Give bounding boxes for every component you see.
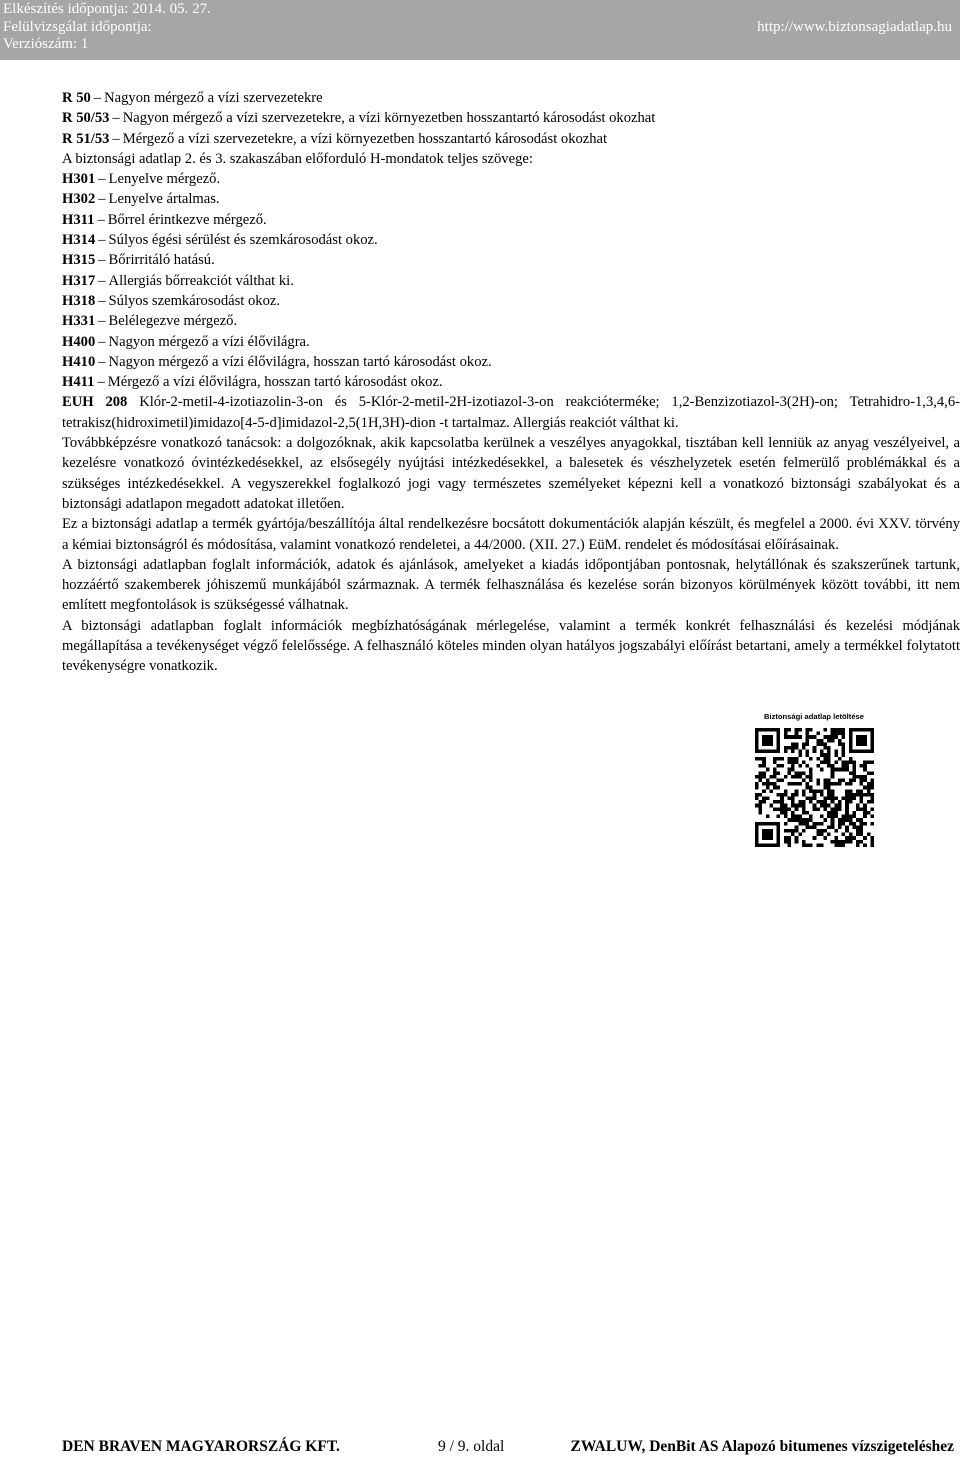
h-phrase-code: H301 bbox=[62, 171, 96, 188]
euh-text: Klór-2-metil-4-izotiazolin-3-on és 5-Klór-2-metil-2H-izotiazol-3-on reakcióterméke; 1,2-Benzizotiazol-3(2H)-on; Tetrahidro-1,3,4,6-tetrakisz(hidroximetil)imidazo[4-5-d]imidazol-2,5(1H,3H)-dion -t tartalmaz. Allergiás reakciót válthat ki. bbox=[62, 394, 960, 431]
h-phrase-text: Nagyon mérgező a vízi élővilágra, hosszan tartó károsodást okoz. bbox=[108, 353, 492, 370]
h-phrase-code: H314 bbox=[62, 232, 96, 249]
body-paragraph: A biztonsági adatlapban foglalt információk megbízhatóságának mérlegelése, valamint a termék konkrét felhasználási és kezelési módjának megállapítása a tevékenységet végző felelőssége. A felhasználó köteles minden olyan hatályos jogszabályi előírást betartani, amely a termékkel folytatott tevékenységre vonatkozik. bbox=[62, 617, 960, 675]
version-number: Verziószám: 1 bbox=[3, 36, 89, 52]
h-phrase-text: Súlyos szemkárosodást okoz. bbox=[108, 292, 281, 309]
euh-statement bbox=[62, 392, 960, 433]
dash-separator: – bbox=[98, 171, 106, 188]
h-phrase bbox=[62, 291, 960, 311]
page-header bbox=[0, 0, 960, 60]
h-phrase-text: Lenyelve mérgező. bbox=[108, 171, 221, 188]
r-phrase-code: R 50/53 bbox=[62, 110, 110, 127]
h-phrase-text: Mérgező a vízi élővilágra, hosszan tartó károsodást okoz. bbox=[107, 374, 443, 391]
h-phrase-code: H318 bbox=[62, 292, 96, 309]
h-phrase-text: Bőrrel érintkezve mérgező. bbox=[107, 211, 267, 228]
h-phrase-text: Belélegezve mérgező. bbox=[108, 313, 238, 330]
dash-separator: – bbox=[98, 252, 106, 269]
h-phrase bbox=[62, 189, 960, 209]
footer-company: DEN BRAVEN MAGYARORSZÁG KFT. bbox=[62, 1438, 340, 1455]
h-phrase-code: H302 bbox=[62, 191, 96, 208]
h-phrase bbox=[62, 169, 960, 189]
r-phrase bbox=[62, 129, 960, 149]
dash-separator: – bbox=[112, 110, 120, 127]
dash-separator: – bbox=[98, 313, 106, 330]
dash-separator: – bbox=[93, 90, 102, 106]
dash-separator: – bbox=[112, 130, 120, 147]
h-phrase-code: H315 bbox=[62, 252, 96, 269]
header-meta bbox=[3, 1, 211, 54]
dash-separator: – bbox=[97, 374, 105, 391]
h-phrase-text: Súlyos égési sérülést és szemkárosodást okoz. bbox=[108, 232, 378, 249]
h-phrase-text: Bőrirritáló hatású. bbox=[108, 252, 215, 269]
h-phrase bbox=[62, 372, 960, 392]
r-phrase-code: R 51/53 bbox=[62, 130, 110, 147]
body-paragraph: A biztonsági adatlapban foglalt információk, adatok és ajánlások, amelyeket a kiadás időpontjában pontosnak, helytállónak és szakszerűnek tartunk, hozzáértő szakemberek jóhiszemű munkájából származnak. A termék felhasználása és kezelése során bizonyos körülmények között további, itt nem említett megfontolások is szükségessé válhatnak. bbox=[62, 556, 960, 614]
h-phrase-list bbox=[62, 169, 960, 392]
dash-separator: – bbox=[98, 292, 106, 309]
h-phrase bbox=[62, 311, 960, 331]
h-phrase bbox=[62, 332, 960, 352]
dash-separator: – bbox=[98, 232, 106, 249]
qr-modules bbox=[755, 728, 874, 847]
dash-separator: – bbox=[98, 333, 106, 350]
h-phrase bbox=[62, 271, 960, 291]
qr-download-block[interactable] bbox=[752, 712, 876, 722]
body-paragraph: Továbbképzésre vonatkozó tanácsok: a dolgozóknak, akik kapcsolatba kerülnek a veszélyes anyagokkal, tisztában kell lenniük az anyag veszélyeivel, a kezelésre vonatkozó óvintézkedésekkel, az elsősegély nyújtási intézkedésekkel, a balesetek és vészhelyzetek esetén felmerülő problémákkal és a szükséges intézkedésekkel. A vegyszerekkel foglalkozó jogi vagy természetes személyeket képezni kell a vonatkozó biztonsági szabályokat és a biztonsági adatlapon megadott adatokat illetően. bbox=[62, 435, 960, 512]
r-phrase-list bbox=[62, 88, 960, 149]
h-phrases-intro: A biztonsági adatlap 2. és 3. szakaszában előforduló H-mondatok teljes szövege: bbox=[62, 150, 533, 167]
h-phrase-text: Nagyon mérgező a vízi élővilágra. bbox=[108, 333, 310, 350]
qr-code-icon[interactable] bbox=[755, 728, 874, 847]
dash-separator: – bbox=[97, 211, 105, 228]
h-phrase bbox=[62, 250, 960, 270]
dash-separator: – bbox=[98, 272, 106, 289]
h-phrase bbox=[62, 230, 960, 250]
h-phrase bbox=[62, 352, 960, 372]
review-date: Felülvizsgálat időpontja: bbox=[3, 18, 152, 35]
qr-title: Biztonsági adatlap letöltése bbox=[763, 712, 864, 721]
website-link[interactable]: http://www.biztonsagiadatlap.hu bbox=[757, 19, 952, 35]
r-phrase bbox=[62, 108, 960, 128]
r-phrase-code: R 50 bbox=[62, 90, 91, 106]
h-phrase-code: H331 bbox=[62, 313, 96, 330]
h-phrase-code: H410 bbox=[62, 353, 96, 370]
footer-product: ZWALUW, DenBit AS Alapozó bitumenes vízszigeteléshez bbox=[570, 1438, 954, 1455]
r-phrase-text: Nagyon mérgező a vízi szervezetekre bbox=[104, 90, 323, 106]
h-phrase-code: H311 bbox=[62, 211, 95, 228]
r-phrase-text: Nagyon mérgező a vízi szervezetekre, a vízi környezetben hosszantartó károsodást okozhat bbox=[122, 110, 656, 127]
document-body bbox=[62, 88, 960, 677]
euh-code: EUH 208 bbox=[62, 394, 128, 411]
dash-separator: – bbox=[98, 191, 106, 208]
h-phrase bbox=[62, 210, 960, 230]
h-phrase-text: Allergiás bőrreakciót válthat ki. bbox=[108, 272, 294, 289]
h-phrase-code: H317 bbox=[62, 272, 96, 289]
created-date: Elkészítés időpontja: 2014. 05. 27. bbox=[3, 1, 211, 17]
r-phrase-text: Mérgező a vízi szervezetekre, a vízi környezetben hosszantartó károsodást okozhat bbox=[122, 130, 608, 147]
h-phrase-text: Lenyelve ártalmas. bbox=[108, 191, 220, 208]
h-phrase-code: H411 bbox=[62, 374, 95, 391]
paragraph-list bbox=[62, 433, 960, 677]
h-phrase-code: H400 bbox=[62, 333, 96, 350]
r-phrase bbox=[62, 88, 960, 108]
footer-page-number: 9 / 9. oldal bbox=[438, 1438, 505, 1455]
dash-separator: – bbox=[98, 353, 106, 370]
body-paragraph: Ez a biztonsági adatlap a termék gyártója/beszállítója által rendelkezésre bocsátott dokumentációk alapján készült, és megfelel a 2000. évi XXV. törvény a kémiai biztonságról és módosítása, valamint vonatkozó rendeletei, a 44/2000. (XII. 27.) EüM. rendelet és módosításai előírásainak. bbox=[62, 516, 960, 553]
